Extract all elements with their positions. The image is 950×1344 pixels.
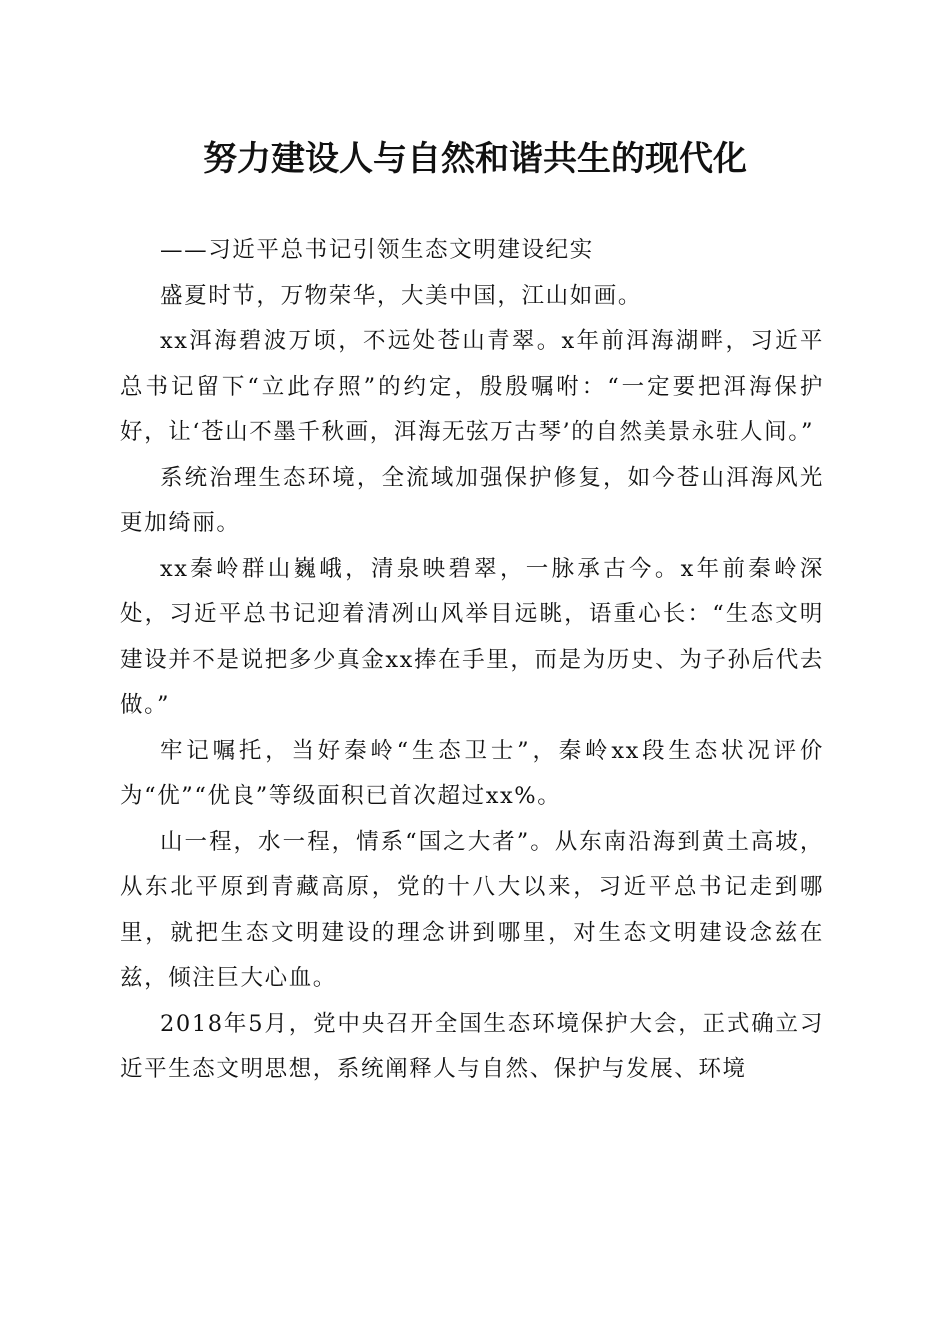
body-paragraph: xx秦岭群山巍峨，清泉映碧翠，一脉承古今。x年前秦岭深处，习近平总书记迎着清冽山风举目远眺，语重心长：“生态文明建设并不是说把多少真金xx捧在手里，而是为历史、为子孙后代去做。” bbox=[120, 555, 824, 718]
body-paragraph: xx洱海碧波万顷，不远处苍山青翠。x年前洱海湖畔，习近平总书记留下“立此存照”的约定，殷殷嘱咐：“一定要把洱海保护好，让‘苍山不墨千秋画，洱海无弦万古琴’的自然美景永驻人间。” bbox=[120, 328, 824, 445]
body-paragraph: 盛夏时节，万物荣华，大美中国，江山如画。 bbox=[160, 282, 643, 309]
document-body bbox=[120, 228, 824, 1093]
body-paragraph: 系统治理生态环境，全流域加强保护修复，如今苍山洱海风光更加绮丽。 bbox=[120, 464, 824, 536]
body-paragraph: 2018年5月，党中央召开全国生态环境保护大会，正式确立习近平生态文明思想，系统阐释人与自然、保护与发展、环境 bbox=[120, 1010, 824, 1082]
subtitle-paragraph: ——习近平总书记引领生态文明建设纪实 bbox=[160, 237, 594, 263]
body-paragraph: 山一程，水一程，情系“国之大者”。从东南沿海到黄土高坡，从东北平原到青藏高原，党的十八大以来，习近平总书记走到哪里，就把生态文明建设的理念讲到哪里，对生态文明建设念兹在兹，倾注巨大心血。 bbox=[120, 828, 824, 991]
document-title: 努力建设人与自然和谐共生的现代化 bbox=[203, 139, 747, 179]
body-paragraph: 牢记嘱托，当好秦岭“生态卫士”，秦岭xx段生态状况评价为“优”“优良”等级面积已首次超过xx%。 bbox=[120, 737, 824, 809]
